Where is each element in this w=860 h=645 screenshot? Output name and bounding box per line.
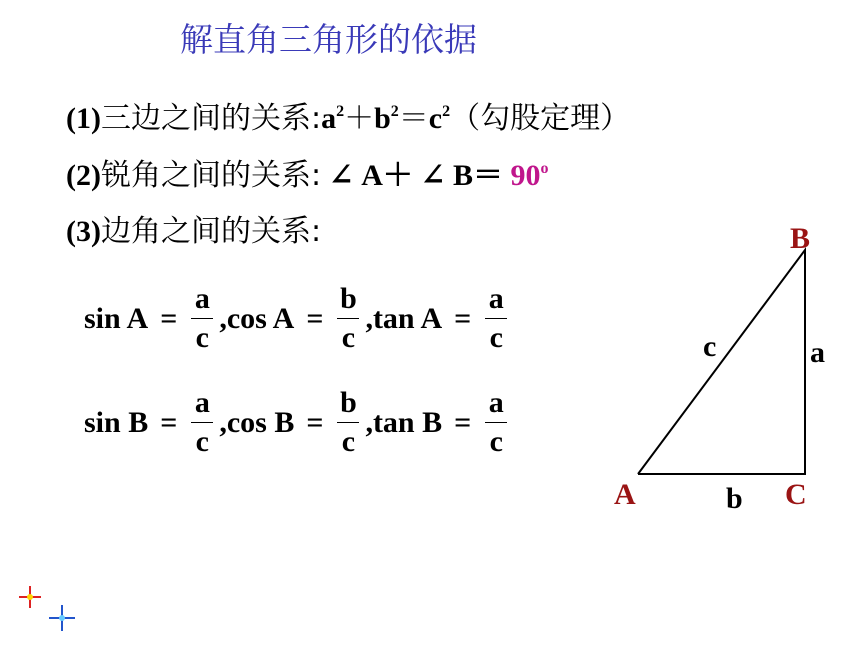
equals-sign: = [454,301,472,335]
pythag-a-exp: 2 [336,103,345,120]
pythag-c: c [428,102,443,135]
relation-sides-angles-prefix: (3) [66,215,101,248]
relation-angles [66,150,549,194]
vertex-a-label: A [614,478,636,511]
pythag-a: a [321,102,337,135]
fraction-denominator: c [195,425,209,458]
pythag-b-exp: 2 [390,103,399,120]
comma: , [365,405,373,439]
sin-b-fraction [191,388,213,457]
relation-sides-angles-text: 边角之间的关系: [100,214,322,249]
relation-sides-angles [66,206,321,250]
side-c-label: c [703,330,717,363]
slide-title: 解直角三角形的依据 [180,20,477,59]
cos-b-label: cos B [226,405,295,439]
relation-sides [66,93,630,137]
fraction-bar [485,422,507,423]
fraction-numerator: a [488,282,504,315]
comma: , [219,405,227,439]
equals-sign: = [160,405,178,439]
tan-b-fraction [485,388,507,457]
pythag-eq: ＝ [398,101,429,136]
tan-a-label: tan A [372,301,443,335]
pythag-plus: ＋ [344,101,375,136]
pythag-c-exp: 2 [442,103,451,120]
pythag-b: b [374,102,391,135]
sin-b-label: sin B [84,405,149,439]
vertex-c-label: C [785,478,807,511]
degree-mark: o [540,160,549,177]
equals-sign: = [454,405,472,439]
cos-b-fraction [337,388,359,457]
right-triangle-diagram [600,220,840,520]
fraction-bar [485,318,507,319]
relation-sides-text: 三边之间的关系: [100,101,322,136]
fraction-numerator: a [194,386,210,419]
vertex-b-label: B [790,222,811,255]
fraction-bar [337,318,359,319]
fraction-numerator: a [488,386,504,419]
fraction-denominator: c [489,425,503,458]
pythag-note: （勾股定理） [450,101,631,136]
sin-a-fraction [191,284,213,353]
side-b-label: b [726,482,743,515]
angle-sum-expr: ∠ A＋ ∠ B＝ [321,159,511,192]
fraction-numerator: b [340,282,357,315]
equals-sign: = [160,301,178,335]
relation-angles-text: 锐角之间的关系: [100,158,322,193]
tan-b-label: tan B [372,405,443,439]
fraction-bar [191,422,213,423]
triangle-outline [638,250,805,474]
cos-a-label: cos A [226,301,295,335]
fraction-bar [337,422,359,423]
side-a-label: a [810,336,825,369]
fraction-numerator: a [194,282,210,315]
tan-a-fraction [485,284,507,353]
fraction-denominator: c [341,425,356,458]
fraction-numerator: b [340,386,357,419]
relation-sides-prefix: (1) [66,102,101,135]
cos-a-fraction [337,284,359,353]
sin-a-label: sin A [84,301,149,335]
fraction-denominator: c [195,321,209,354]
comma: , [219,301,227,335]
equals-sign: = [306,301,324,335]
fraction-denominator: c [489,321,503,354]
trig-formulas-angle-b [84,388,513,457]
equals-sign: = [306,405,324,439]
relation-angles-prefix: (2) [66,159,101,192]
fraction-denominator: c [341,321,356,354]
comma: , [365,301,373,335]
fraction-bar [191,318,213,319]
angle-sum-value: 90 [510,159,541,192]
trig-formulas-angle-a [84,284,513,353]
sparkle-decoration-icon [14,580,84,636]
